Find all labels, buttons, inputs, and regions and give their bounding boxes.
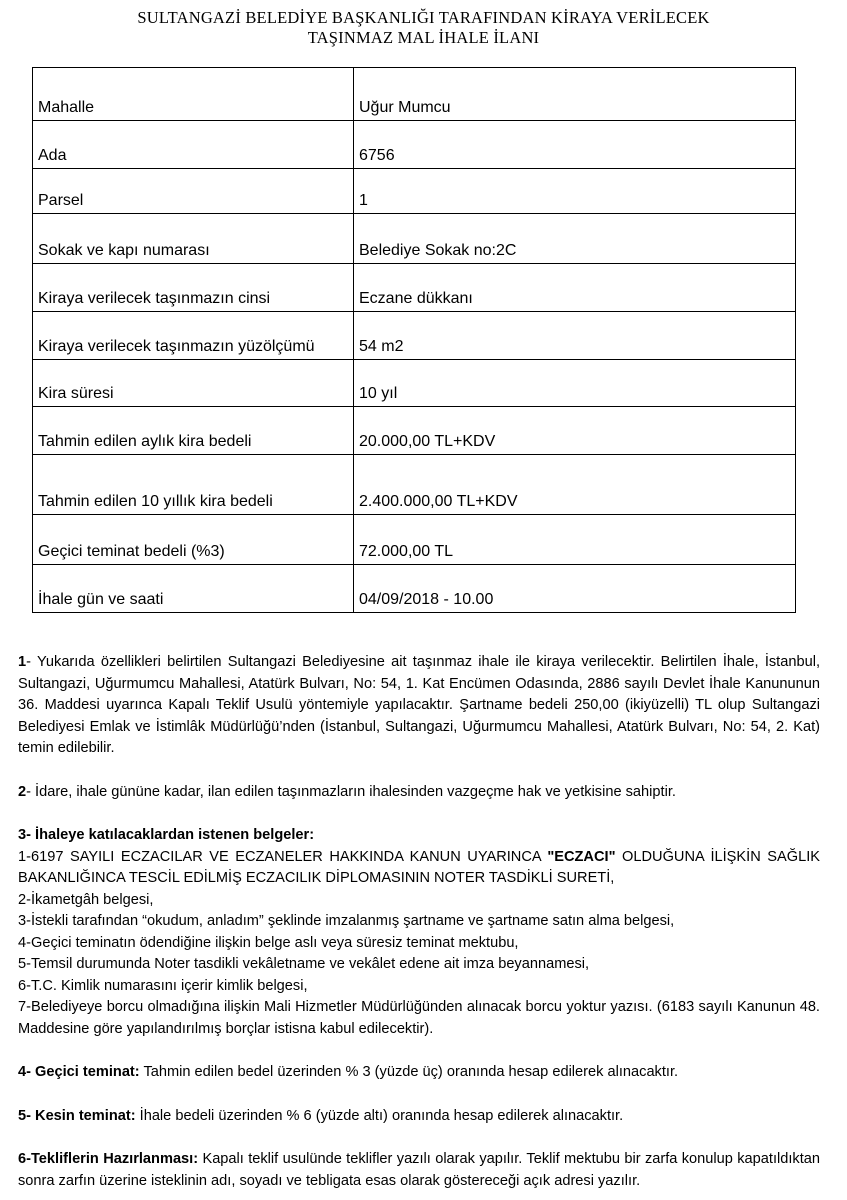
document-item: 3-İstekli tarafından “okudum, anladım” şeklinde imzalanmış şartname ve şartname satın alma belgesi, [18, 913, 675, 929]
article-number: 2 [18, 783, 27, 800]
document-body [18, 652, 820, 1192]
property-value: 1 [354, 169, 796, 214]
article-5: 5- Kesin teminat: İhale bedeli üzerinden % 6 (yüzde altı) oranında hesap edilerek alınacaktır. [18, 1107, 624, 1124]
property-value: 20.000,00 TL+KDV [354, 407, 796, 455]
table-row [33, 214, 796, 264]
property-label: Tahmin edilen aylık kira bedeli [33, 407, 354, 455]
article-6: 6-Tekliflerin Hazırlanması: Kapalı teklif usulünde teklifler yazılı olarak yapılır. Teklif mektubu bir zarfa konulup kapatıldıktan sonra zarfın üzerine isteklinin adı, soyadı ve tebligata esas olarak göstereceği açık adresi yazılır. [18, 1151, 820, 1189]
table-row [33, 515, 796, 565]
article-2 [18, 782, 820, 804]
property-value: Belediye Sokak no:2C [354, 214, 796, 264]
property-label: Kiraya verilecek taşınmazın cinsi [33, 264, 354, 312]
table-row [33, 121, 796, 169]
article-3-heading: 3- İhaleye katılacaklardan istenen belgeler: [18, 827, 315, 843]
property-label: Tahmin edilen 10 yıllık kira bedeli [33, 455, 354, 515]
document-item: 4-Geçici teminatın ödendiğine ilişkin belge aslı veya süresiz teminat mektubu, [18, 934, 519, 951]
table-row [33, 264, 796, 312]
property-label: Mahalle [33, 68, 354, 121]
article-number: 1 [18, 654, 27, 670]
document-item: 1-6197 SAYILI ECZACILAR VE ECZANELER HAKKINDA KANUN UYARINCA "ECZACI" OLDUĞUNA İLİŞKİN SAĞLIK BAKANLIĞINCA TESCİL EDİLMİŞ ECZACILIK DİPLOMASININ NOTER TASDİKLİ SURETİ, [18, 848, 820, 886]
property-value: Eczane dükkanı [354, 264, 796, 312]
property-value: 10 yıl [354, 360, 796, 407]
table-row [33, 407, 796, 455]
property-label: Parsel [33, 169, 354, 214]
article-text: - İdare, ihale gününe kadar, ilan edilen taşınmazların ihalesinden vazgeçme hak ve yetkisine sahiptir. [26, 783, 676, 800]
document-title [0, 8, 847, 48]
property-label: Ada [33, 121, 354, 169]
property-table [32, 67, 796, 613]
article-4: 4- Geçici teminat: Tahmin edilen bedel üzerinden % 3 (yüzde üç) oranında hesap edilerek alınacaktır. [18, 1064, 679, 1080]
document-item: 6-T.C. Kimlik numarasını içerir kimlik belgesi, [18, 977, 308, 994]
table-row [33, 312, 796, 360]
property-label: Kira süresi [33, 360, 354, 407]
document-item: 7-Belediyeye borcu olmadığına ilişkin Mali Hizmetler Müdürlüğünden alınacak borcu yoktur yazısı. (6183 sayılı Kanunun 48. Maddesine göre yapılandırılmış borçlar istisna kabul edilecektir). [18, 999, 820, 1037]
article-1 [18, 652, 820, 760]
table-row [33, 455, 796, 515]
property-value: 54 m2 [354, 312, 796, 360]
table-row [33, 169, 796, 214]
table-row [33, 360, 796, 407]
title-line-2: TAŞINMAZ MAL İHALE İLANI [307, 28, 540, 47]
property-label: Kiraya verilecek taşınmazın yüzölçümü [33, 312, 354, 360]
property-label: Sokak ve kapı numarası [33, 214, 354, 264]
property-value: 2.400.000,00 TL+KDV [354, 455, 796, 515]
table-row [33, 565, 796, 613]
property-value: 6756 [354, 121, 796, 169]
property-label: İhale gün ve saati [33, 565, 354, 613]
property-label: Geçici teminat bedeli (%3) [33, 515, 354, 565]
document-item: 5-Temsil durumunda Noter tasdikli vekâletname ve vekâlet edene ait imza beyannamesi, [18, 956, 590, 972]
property-value: 04/09/2018 - 10.00 [354, 565, 796, 613]
property-value: 72.000,00 TL [354, 515, 796, 565]
table-row [33, 68, 796, 121]
article-text: - Yukarıda özellikleri belirtilen Sultangazi Belediyesine ait taşınmaz ihale ile kiraya verilecektir. Belirtilen İhale, İstanbul, Sultangazi, Uğurmumcu Mahallesi, Atatürk Bulvarı, No: 54, 1. Kat Encümen Odasında, 2886 sayılı Devlet İhale Kanununun 36. Maddesi uyarınca Kapalı Teklif Usulü yöntemiyle yapılacaktır. Şartname bedeli 250,00 (ikiyüzelli) TL olup Sultangazi Belediyesi Emlak ve İstimlâk Müdürlüğü’nden (İstanbul, Sultangazi, Uğurmumcu Mahallesi, Atatürk Bulvarı, No: 54, 2. Kat) temin edilebilir. [18, 654, 820, 756]
document-item: 2-İkametgâh belgesi, [18, 891, 154, 908]
property-value: Uğur Mumcu [354, 68, 796, 121]
title-line-1: SULTANGAZİ BELEDİYE BAŞKANLIĞI TARAFINDAN KİRAYA VERİLECEK [137, 8, 710, 27]
